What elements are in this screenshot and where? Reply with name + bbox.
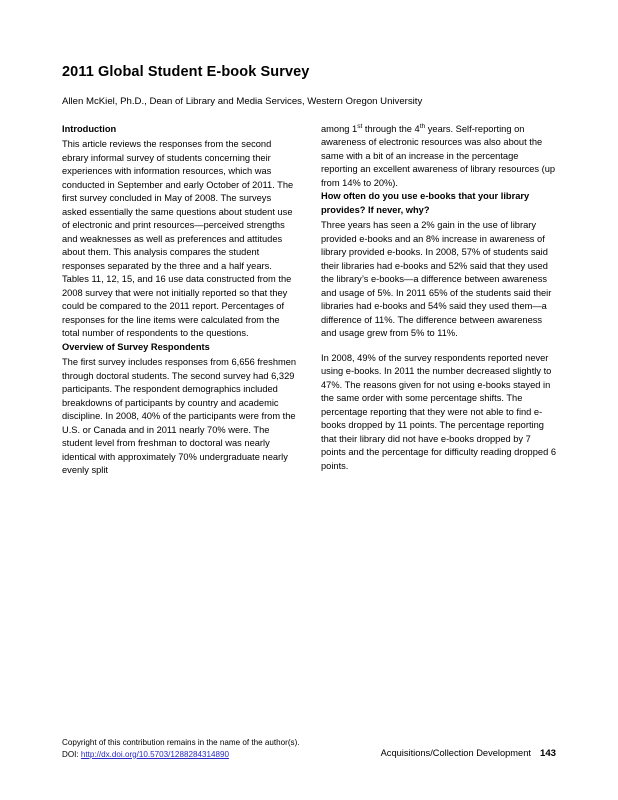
ordinal-suffix-first: st [357,122,363,130]
footer-section-label: Acquisitions/Collection Development [380,747,531,758]
paragraph-never-using-ebooks: In 2008, 49% of the survey respondents reported never using e-books. In 2011 the number decreased slightly to 47%. The reasons given for not using e-books stayed in the same order with some percentage shifts. The percentage reporting that they were not able to find e-books dropped by 11 points. The percentage reporting that their library did not have e-books dropped by 7 points and the percentage for difficulty reading dropped 6 points. [321,352,556,471]
footer-page-number: 143 [539,747,556,759]
paragraph-continued-awareness [321,123,556,190]
heading-overview-of-survey-respondents: Overview of Survey Respondents [62,341,210,352]
ordinal-suffix-fourth: th [419,122,426,130]
author-byline: Allen McKiel, Ph.D., Dean of Library and Media Services, Western Oregon University [62,96,423,107]
text-run-2: through the 4 [362,124,420,134]
doi-label: DOI: [62,749,81,759]
text-run-1: among 1 [321,124,358,134]
doi-link[interactable]: http://dx.doi.org/10.5703/1288284314890 [80,749,229,759]
heading-introduction: Introduction [62,124,117,134]
page-content [62,64,556,478]
footer-doi-line [62,749,300,761]
paragraph-overview: The first survey includes responses from 6,656 freshmen through doctoral students. The second survey had 6,329 participants. The respondent demographics included breakdowns of participants by country and academic discipline. In 2008, 40% of the participants were from the U.S. or Canada and in 2011 nearly 70% were. The student level from freshman to doctoral was nearly identical with approximately 70% undergraduate nearly evenly split [62,357,297,476]
page-footer [62,737,556,761]
page-title: 2011 Global Student E-book Survey [62,64,310,80]
heading-library-ebook-usage-question: How often do you use e-books that your library provides? If never, why? [321,191,530,215]
right-column [321,123,556,478]
footer-copyright-text: Copyright of this contribution remains in the name of the author(s). [62,737,300,747]
left-column [62,123,297,478]
paragraph-usage-growth: Three years has seen a 2% gain in the use of library provided e-books and an 8% increase in awareness of library provided e-books. In 2008, 57% of students said their libraries had e-books and 52% said that they used the library’s e-books—a difference between awareness and usage of 5%. In 2011 65% of the students said their libraries had e-books and 54% said they used them—a difference of 11%. The difference between awareness and usage grew from 5% to 11%. [321,220,552,339]
paragraph-introduction: This article reviews the responses from the second ebrary informal survey of students concerning their experiences with information resources, which was conducted in September and early October of 2011. The first survey concluded in May of 2008. The surveys asked essentially the same questions about student use of electronic and print resources—perceived strengths and weaknesses as well as preferences and attitudes about them. This analysis compares the student responses separated by the three and a half years. Tables 11, 12, 15, and 16 use data constructed from the 2008 survey that were not initially reported so that they could be compared to the 2011 report. Percentages of responses for the line items were calculated from the total number of respondents to the questions. [62,139,294,339]
footer-section-block [381,747,556,761]
text-run-3: years. Self-reporting on awareness of electronic resources was also about the same with a bit of an increase in the percentage reporting an excellent awareness of library resources (up from 14% to 20%). [321,124,556,188]
footer-copyright-block [62,737,300,761]
two-column-body [62,123,556,478]
